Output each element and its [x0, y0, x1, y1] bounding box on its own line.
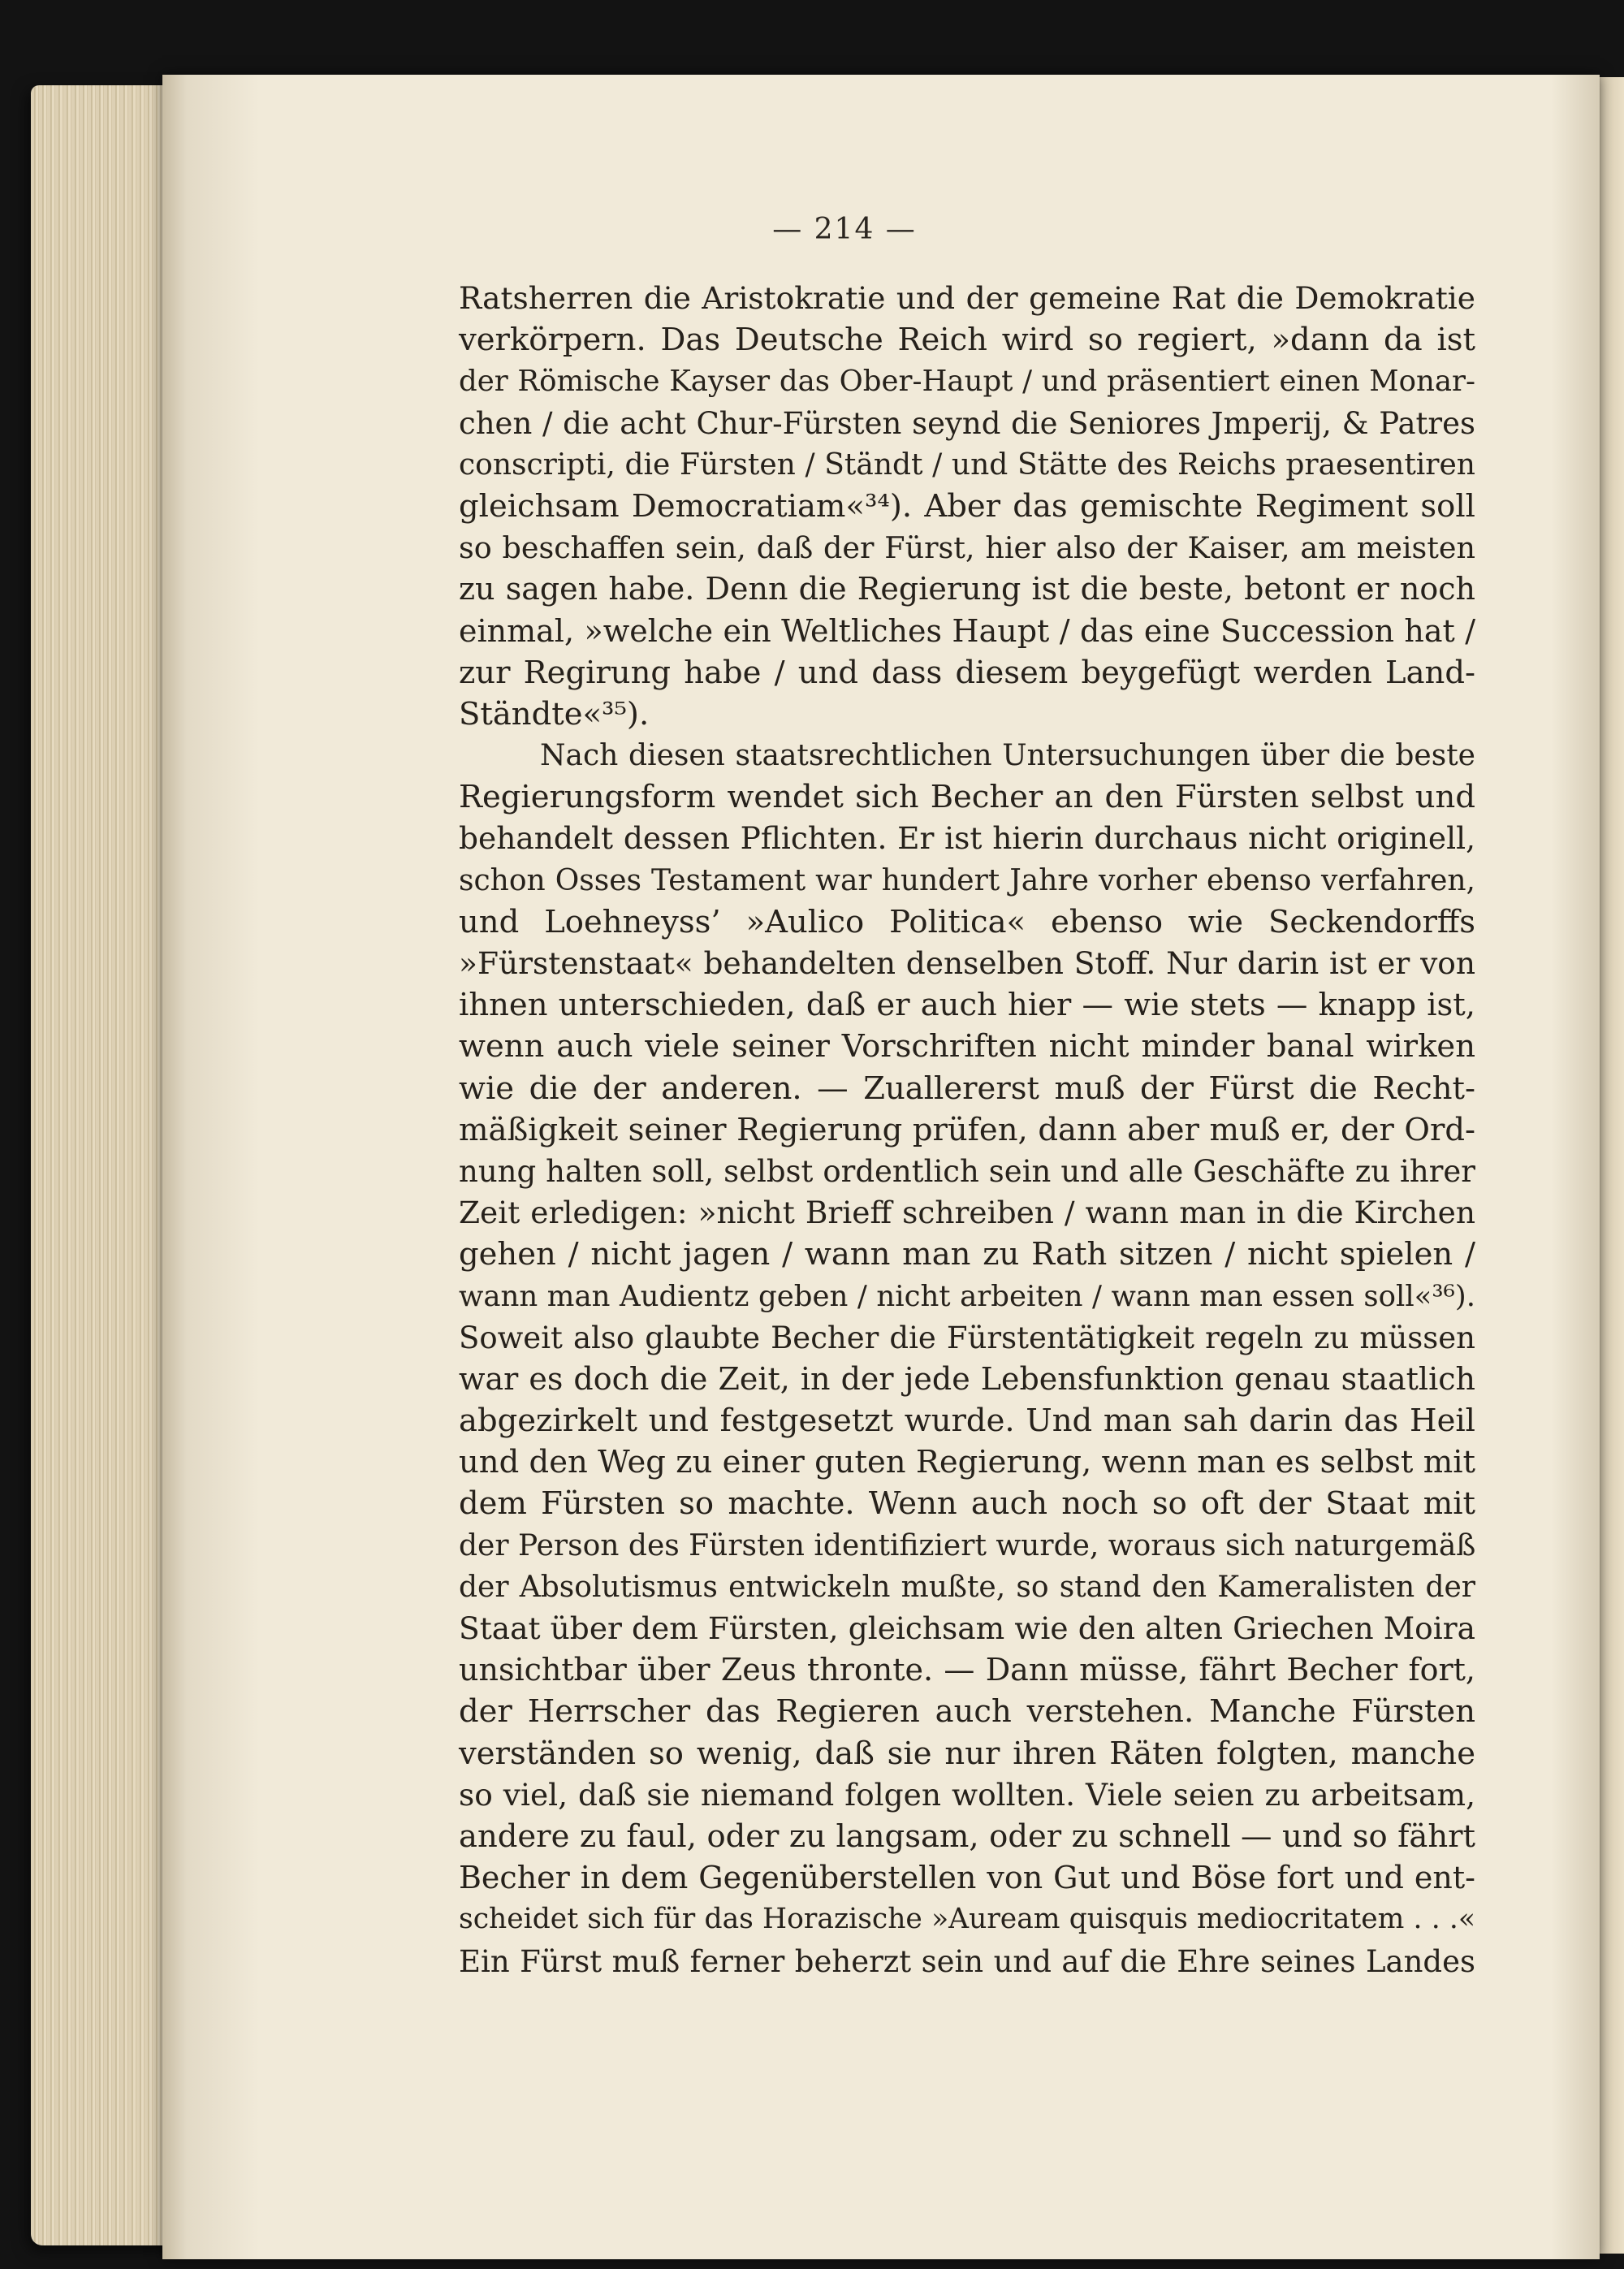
text-line: so viel, daß sie niemand folgen wollten. Viele seien zu arbeitsam, — [459, 1776, 1475, 1813]
text-line: einmal, »welche ein Weltliches Haupt / das eine Succession hat / — [459, 612, 1475, 649]
text-line: »Fürstenstaat« behandelten denselben Stoff. Nur darin ist er von — [459, 945, 1475, 981]
text-line: gehen / nicht jagen / wann man zu Rath sitzen / nicht spielen / — [459, 1236, 1475, 1273]
text-line: wenn auch viele seiner Vorschriften nicht minder banal wirken — [459, 1028, 1475, 1065]
body-text — [459, 278, 1475, 1982]
text-line: verständen so wenig, daß sie nur ihren Räten folgten, manche — [459, 1735, 1475, 1772]
text-line: mäßigkeit seiner Regierung prüfen, dann aber muß er, der Ord- — [459, 1111, 1475, 1148]
text-line: chen / die acht Chur-Fürsten seynd die Seniores Jmperij, & Patres — [459, 405, 1475, 441]
text-line: verkörpern. Das Deutsche Reich wird so regiert, »dann da ist — [459, 322, 1475, 359]
text-line: wie die der anderen. — Zuallererst muß der Fürst die Recht- — [459, 1070, 1475, 1107]
text-line: dem Fürsten so machte. Wenn auch noch so oft der Staat mit — [459, 1485, 1475, 1523]
text-line: Soweit also glaubte Becher die Fürstentätigkeit regeln zu müssen — [459, 1320, 1475, 1355]
text-line: und Loehneyss’ »Aulico Politica« ebenso wie Seckendorffs — [459, 903, 1475, 940]
text-line: behandelt dessen Pflichten. Er ist hierin durchaus nicht originell, — [459, 820, 1475, 857]
text-line: Regierungsform wendet sich Becher an den Fürsten selbst und — [459, 779, 1475, 816]
text-line: scheidet sich für das Horazische »Auream quisquis mediocritatem . . .« — [459, 1903, 1475, 1936]
text-line: unsichtbar über Zeus thronte. — Dann müsse, fährt Becher fort, — [459, 1652, 1475, 1688]
text-line: war es doch die Zeit, in der jede Lebensfunktion genau staatlich — [459, 1360, 1475, 1397]
text-line: und den Weg zu einer guten Regierung, wenn man es selbst mit — [459, 1444, 1475, 1481]
text-line: nung halten soll, selbst ordentlich sein und alle Geschäfte zu ihrer — [459, 1153, 1475, 1189]
text-line: Ratsherren die Aristokratie und der gemeine Rat die Demokratie — [459, 280, 1475, 316]
text-line: Ständte«³⁵). — [459, 695, 650, 733]
text-line: der Herrscher das Regieren auch verstehen. Manche Fürsten — [459, 1693, 1475, 1731]
text-line: ihnen unterschieden, daß er auch hier — wie stets — knapp ist, — [459, 987, 1475, 1024]
text-line: der Person des Fürsten identifiziert wurde, woraus sich naturgemäß — [459, 1528, 1476, 1562]
text-line: wann man Audientz geben / nicht arbeiten / wann man essen soll«³⁶). — [459, 1279, 1475, 1313]
text-line: Staat über dem Fürsten, gleichsam wie den alten Griechen Moira — [459, 1610, 1475, 1646]
text-line: der Absolutismus entwickeln mußte, so stand den Kameralisten der — [459, 1570, 1475, 1604]
text-line: der Römische Kayser das Ober-Haupt / und präsentiert einen Monar- — [459, 365, 1475, 399]
text-line: conscripti, die Fürsten / Ständt / und Stätte des Reichs praesentiren — [459, 447, 1475, 482]
text-line: andere zu faul, oder zu langsam, oder zu schnell — und so fährt — [459, 1817, 1475, 1855]
page-number: — 214 — — [772, 213, 917, 246]
text-line: Ein Fürst muß ferner beherzt sein und auf die Ehre seines Landes — [459, 1943, 1475, 1979]
text-line: so beschaffen sein, daß der Fürst, hier also der Kaiser, am meisten — [459, 530, 1475, 566]
text-line: zur Regirung habe / und dass diesem beygefügt werden Land- — [459, 654, 1475, 691]
text-line: gleichsam Democratiam«³⁴). Aber das gemischte Regiment soll — [459, 487, 1475, 525]
text-line: schon Osses Testament war hundert Jahre vorher ebenso verfahren, — [459, 863, 1475, 897]
text-line: Becher in dem Gegenüberstellen von Gut und Böse fort und ent- — [459, 1860, 1475, 1896]
text-line: Nach diesen staatsrechtlichen Untersuchungen über die beste — [540, 739, 1475, 773]
text-line: abgezirkelt und festgesetzt wurde. Und man sah darin das Heil — [459, 1402, 1475, 1440]
text-line: zu sagen habe. Denn die Regierung ist die beste, betont er noch — [459, 571, 1475, 607]
text-line: Zeit erledigen: »nicht Brieff schreiben / wann man in die Kirchen — [459, 1195, 1475, 1231]
